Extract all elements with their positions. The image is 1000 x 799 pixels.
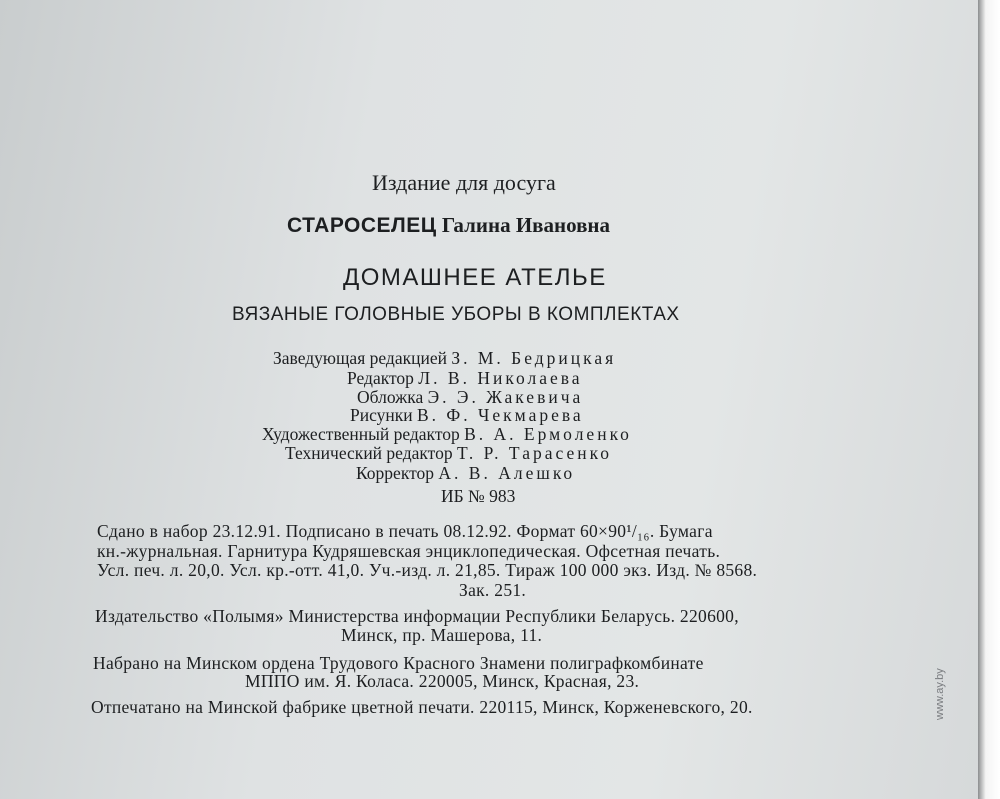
staff-role: Художественный редактор <box>262 424 460 444</box>
imprint-line: Набрано на Минском ордена Трудового Красного Знамени полиграфкомбинате <box>93 653 704 673</box>
book-title: ДОМАШНЕЕ АТЕЛЬЕ <box>343 264 607 291</box>
imprint-line: Отпечатано на Минской фабрике цветной печати. 220115, Минск, Корженевского, 20. <box>91 697 753 717</box>
staff-line <box>347 368 583 389</box>
watermark: www.ay.by <box>934 668 946 720</box>
staff-person: В. Ф. Чекмарева <box>417 405 584 425</box>
staff-role: Технический редактор <box>285 443 453 463</box>
book-subtitle: ВЯЗАНЫЕ ГОЛОВНЫЕ УБОРЫ В КОМПЛЕКТАХ <box>232 304 680 325</box>
staff-person: Э. Э. Жакевича <box>427 387 584 407</box>
staff-person: Л. В. Николаева <box>418 368 583 388</box>
staff-line <box>262 424 632 445</box>
author-surname: СТАРОСЕЛЕЦ <box>287 214 437 237</box>
imprint-line: кн.-журнальная. Гарнитура Кудряшевская энциклопедическая. Офсетная печать. <box>97 541 721 561</box>
staff-role: Редактор <box>347 368 414 388</box>
page-edge <box>978 0 1000 799</box>
imprint-line: Издательство «Полымя» Министерства информации Республики Беларусь. 220600, <box>95 606 739 626</box>
staff-line <box>285 443 612 464</box>
staff-role: Заведующая редакцией <box>273 348 447 368</box>
edition-type: Издание для досуга <box>372 170 556 195</box>
staff-person: З. М. Бедрицкая <box>451 348 617 368</box>
staff-role: Рисунки <box>350 405 413 425</box>
staff-line <box>273 348 616 369</box>
author-name: Галина Ивановна <box>441 213 611 237</box>
staff-person: В. А. Ермоленко <box>464 424 632 444</box>
imprint-line: МППО им. Я. Коласа. 220005, Минск, Красная, 23. <box>245 671 640 691</box>
staff-role: Обложка <box>357 387 424 407</box>
imprint-line: Сдано в набор 23.12.91. Подписано в печать 08.12.92. Формат 60×90¹/₁₆. Бумага <box>97 521 713 541</box>
ib-number: ИБ № 983 <box>441 486 516 506</box>
imprint-line: Усл. печ. л. 20,0. Усл. кр.-отт. 41,0. Уч.-изд. л. 21,85. Тираж 100 000 экз. Изд. № 8568. <box>97 560 758 580</box>
staff-line <box>356 463 575 484</box>
author-line <box>287 213 610 238</box>
staff-person: А. В. Алешко <box>438 463 576 483</box>
imprint-line: Зак. 251. <box>459 580 527 600</box>
staff-person: Т. Р. Тарасенко <box>456 443 612 463</box>
staff-line <box>350 405 584 426</box>
staff-role: Корректор <box>356 463 435 483</box>
imprint-line: Минск, пр. Машерова, 11. <box>341 625 543 645</box>
